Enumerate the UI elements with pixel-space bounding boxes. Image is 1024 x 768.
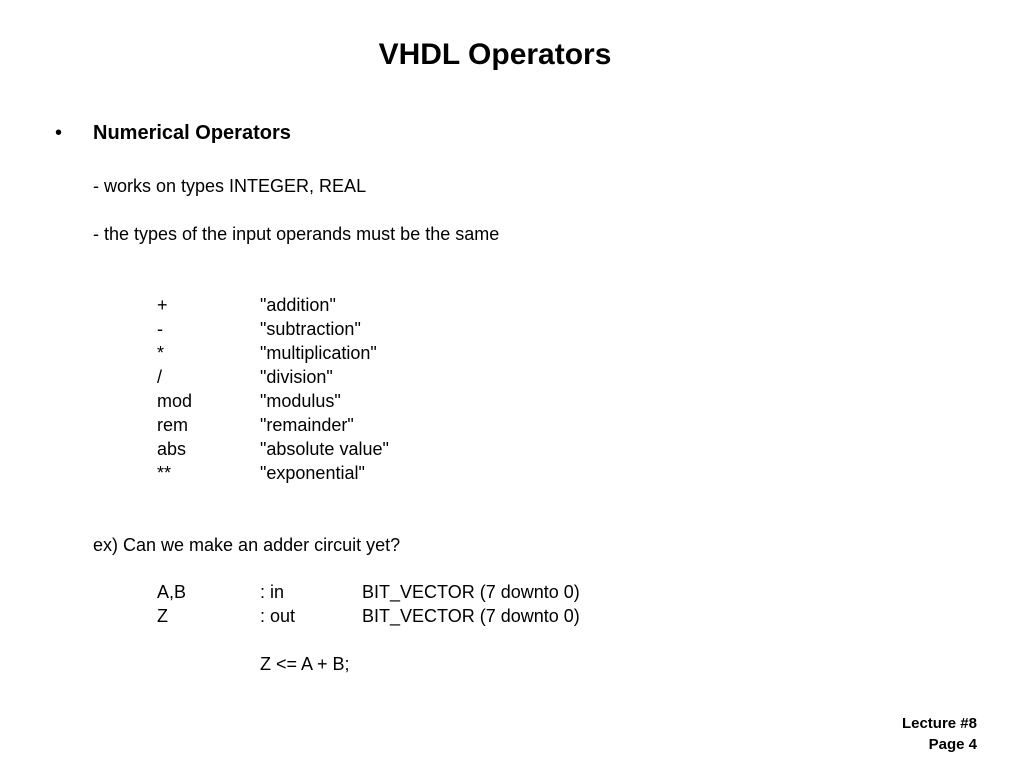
operator-row bbox=[157, 317, 389, 341]
page-number: Page 4 bbox=[928, 736, 977, 753]
port-declarations bbox=[157, 580, 580, 628]
operator-name: "absolute value" bbox=[260, 439, 389, 459]
port-row bbox=[157, 604, 580, 628]
operator-symbol: * bbox=[157, 343, 165, 363]
operator-name: "remainder" bbox=[260, 415, 354, 435]
lecture-number: Lecture #8 bbox=[901, 715, 977, 732]
port-row bbox=[157, 580, 580, 604]
operator-name: "exponential" bbox=[260, 463, 365, 483]
operator-row bbox=[157, 389, 389, 413]
operator-symbol: ** bbox=[157, 463, 172, 483]
port-name: A,B bbox=[157, 582, 187, 602]
bullet-marker: • bbox=[55, 122, 63, 144]
operator-row bbox=[157, 365, 389, 389]
operator-symbol: / bbox=[157, 367, 163, 387]
operator-name: "addition" bbox=[260, 295, 336, 315]
operator-row bbox=[157, 437, 389, 461]
operator-symbol: rem bbox=[157, 415, 188, 435]
operator-symbol: abs bbox=[157, 439, 187, 459]
slide-footer bbox=[902, 713, 977, 755]
adder-assignment: Z <= A + B; bbox=[260, 654, 350, 674]
operand-note: - the types of the input operands must be the same bbox=[93, 224, 500, 244]
slide-title: VHDL Operators bbox=[378, 38, 612, 71]
operator-row bbox=[157, 293, 389, 317]
port-type: BIT_VECTOR (7 downto 0) bbox=[362, 606, 580, 626]
types-note: - works on types INTEGER, REAL bbox=[93, 176, 367, 196]
operator-name: "multiplication" bbox=[260, 343, 377, 363]
operator-name: "subtraction" bbox=[260, 319, 361, 339]
port-type: BIT_VECTOR (7 downto 0) bbox=[362, 582, 580, 602]
section-heading: Numerical Operators bbox=[93, 122, 291, 144]
operator-row bbox=[157, 341, 389, 365]
port-direction: : in bbox=[260, 582, 285, 602]
port-direction: : out bbox=[260, 606, 296, 626]
example-question: ex) Can we make an adder circuit yet? bbox=[93, 535, 401, 555]
operator-symbol: - bbox=[157, 319, 163, 339]
operator-name: "modulus" bbox=[260, 391, 341, 411]
operator-symbol: + bbox=[157, 295, 168, 315]
operator-name: "division" bbox=[260, 367, 333, 387]
operator-symbol: mod bbox=[157, 391, 193, 411]
operator-list bbox=[157, 293, 389, 485]
operator-row bbox=[157, 413, 389, 437]
port-name: Z bbox=[157, 606, 168, 626]
operator-row bbox=[157, 461, 389, 485]
